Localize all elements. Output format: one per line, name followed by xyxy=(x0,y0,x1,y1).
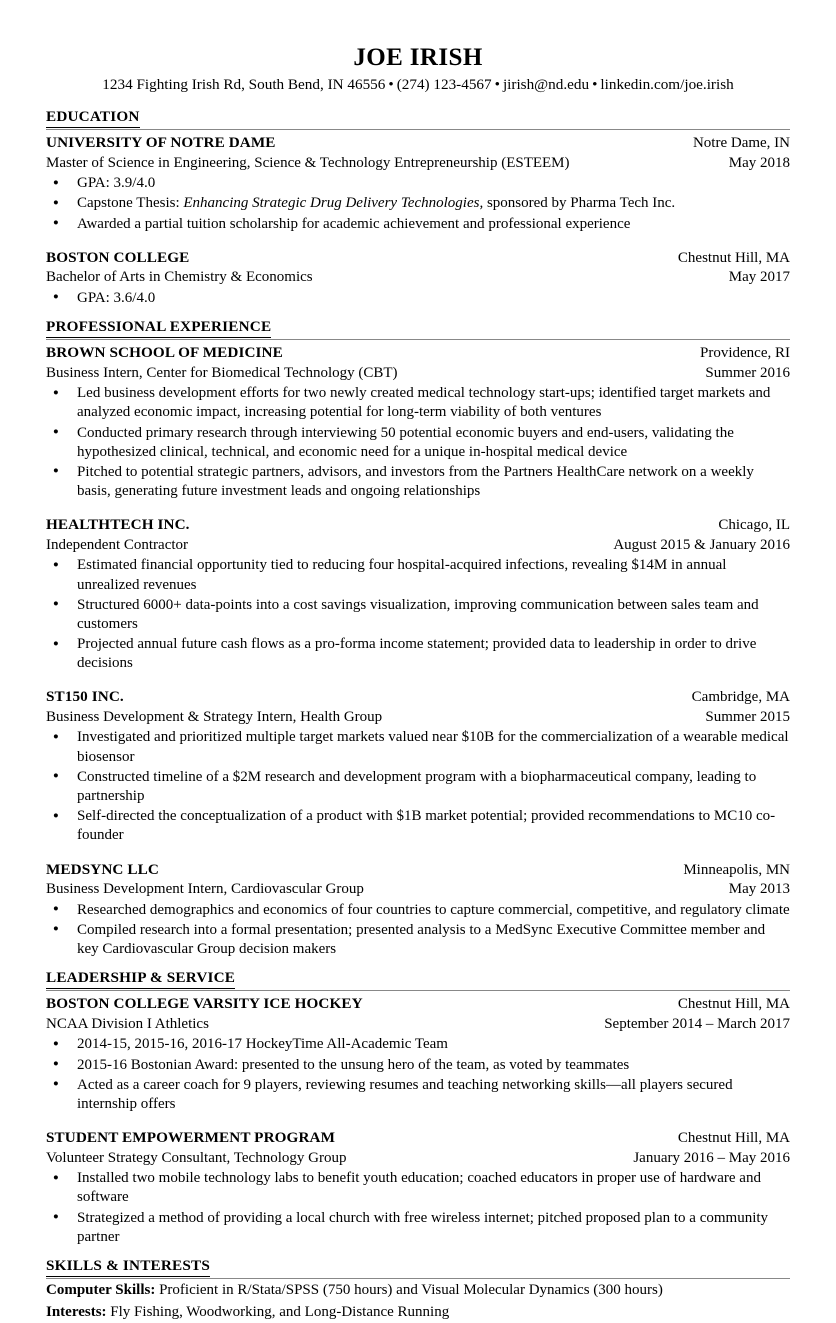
skills-lines xyxy=(46,1281,790,1323)
contact-linkedin[interactable]: linkedin.com/joe.irish xyxy=(600,76,734,93)
entry-organization: BROWN SCHOOL OF MEDICINE xyxy=(46,344,283,362)
resume-entry xyxy=(46,1128,790,1247)
bullet-item: ● Projected annual future cash flows as a pro-forma income statement; provided data to leadership in order to drive decisions xyxy=(47,635,790,673)
bullet-item: ● 2015-16 Bostonian Award: presented to the unsung hero of the team, as voted by teammates xyxy=(47,1056,790,1075)
entry-organization: BOSTON COLLEGE VARSITY ICE HOCKEY xyxy=(46,995,363,1013)
section-heading-leadership: LEADERSHIP & SERVICE xyxy=(46,969,790,991)
bullet-item: ● Strategized a method of providing a local church with free wireless internet; pitched proposed plan to a community partner xyxy=(47,1209,790,1247)
entry-org-row xyxy=(46,994,790,1015)
contact-separator-3: • xyxy=(592,76,598,93)
section-heading-experience: PROFESSIONAL EXPERIENCE xyxy=(46,318,790,340)
section-heading-skills: SKILLS & INTERESTS xyxy=(46,1257,790,1279)
entry-date: August 2015 & January 2016 xyxy=(613,536,790,553)
bullet-item: ● Estimated financial opportunity tied to reducing four hospital-acquired infections, revealing $14M in annual unrealized revenues xyxy=(47,556,790,594)
resume-entry xyxy=(46,860,790,960)
entry-org-row xyxy=(46,133,790,154)
entry-title-row xyxy=(46,364,790,384)
skills-line xyxy=(46,1281,790,1301)
section-heading-education: EDUCATION xyxy=(46,108,790,130)
entry-org-row xyxy=(46,860,790,881)
resume-header xyxy=(46,44,790,94)
entry-bullet-list xyxy=(46,1169,790,1247)
bullet-item: ● Investigated and prioritized multiple target markets valued near $10B for the commercialization of a wearable medical biosensor xyxy=(47,728,790,766)
resume-entry xyxy=(46,133,790,234)
bullet-text-tail: sponsored by Pharma Tech Inc. xyxy=(483,195,676,212)
entry-org-row xyxy=(46,1128,790,1149)
section-education xyxy=(46,108,790,308)
bullet-text: Capstone Thesis: xyxy=(77,195,184,212)
entry-location: Cambridge, MA xyxy=(691,689,790,706)
entry-date: September 2014 – March 2017 xyxy=(604,1015,790,1032)
entry-date: May 2017 xyxy=(728,269,790,286)
skills-value: Fly Fishing, Woodworking, and Long-Distance Running xyxy=(106,1303,450,1320)
section-leadership xyxy=(46,969,790,1247)
entry-organization: UNIVERSITY OF NOTRE DAME xyxy=(46,134,276,152)
experience-entries xyxy=(46,343,790,959)
entry-organization: ST150 INC. xyxy=(46,688,124,706)
entry-title-row xyxy=(46,536,790,556)
bullet-item: ● Structured 6000+ data-points into a cost savings visualization, improving communication between sales team and customers xyxy=(47,596,790,634)
entry-title: Bachelor of Arts in Chemistry & Economics xyxy=(46,269,313,286)
skills-label: Computer Skills: xyxy=(46,1282,156,1299)
entry-title: Volunteer Strategy Consultant, Technology Group xyxy=(46,1149,347,1166)
contact-phone: (274) 123-4567 xyxy=(396,76,492,93)
education-entries xyxy=(46,133,790,308)
entry-org-row xyxy=(46,248,790,269)
contact-separator-1: • xyxy=(388,76,394,93)
entry-org-row xyxy=(46,687,790,708)
entry-bullet-list xyxy=(46,556,790,673)
entry-org-row xyxy=(46,343,790,364)
entry-location: Notre Dame, IN xyxy=(692,135,790,152)
entry-bullet-list xyxy=(46,1035,790,1114)
section-experience xyxy=(46,318,790,959)
skills-value: Proficient in R/Stata/SPSS (750 hours) and Visual Molecular Dynamics (300 hours) xyxy=(155,1282,663,1299)
entry-bullet-list xyxy=(46,174,790,234)
bullet-item: ● Awarded a partial tuition scholarship for academic achievement and professional experience xyxy=(47,215,790,234)
resume-entry xyxy=(46,248,790,308)
bullet-item: ● GPA: 3.6/4.0 xyxy=(47,289,790,308)
entry-title: Master of Science in Engineering, Science & Technology Entrepreneurship (ESTEEM) xyxy=(46,154,570,171)
skills-line xyxy=(46,1303,790,1323)
bullet-item: ● Compiled research into a formal presentation; presented analysis to a MedSync Executive Committee member and key Cardiovascular Group decision makers xyxy=(47,921,790,959)
bullet-item: ● Self-directed the conceptualization of a product with $1B market potential; provided recommendations to MC10 co-founder xyxy=(47,807,790,845)
entry-date: January 2016 – May 2016 xyxy=(633,1149,790,1166)
bullet-item xyxy=(47,194,790,213)
entry-bullet-list xyxy=(46,384,790,501)
entry-title: Independent Contractor xyxy=(46,536,189,553)
entry-title-row xyxy=(46,1149,790,1169)
entry-title: Business Intern, Center for Biomedical Technology (CBT) xyxy=(46,364,398,381)
resume-entry xyxy=(46,515,790,673)
entry-organization: HEALTHTECH INC. xyxy=(46,516,190,534)
entry-location: Chestnut Hill, MA xyxy=(677,249,790,266)
entry-title-row xyxy=(46,708,790,728)
entry-date: May 2018 xyxy=(728,154,790,171)
entry-organization: MEDSYNC LLC xyxy=(46,860,159,878)
entry-location: Chestnut Hill, MA xyxy=(677,1130,790,1147)
contact-address: 1234 Fighting Irish Rd, South Bend, IN 46556 xyxy=(102,76,386,93)
entry-date: Summer 2015 xyxy=(705,708,790,725)
leadership-entries xyxy=(46,994,790,1247)
entry-org-row xyxy=(46,515,790,536)
entry-location: Chestnut Hill, MA xyxy=(677,996,790,1013)
entry-title-row xyxy=(46,154,790,174)
bullet-item: ● GPA: 3.9/4.0 xyxy=(47,174,790,193)
bullet-emphasis-text: Enhancing Strategic Drug Delivery Technologies, xyxy=(183,195,484,212)
bullet-item: ● Led business development efforts for two newly created medical technology start-ups; identified target markets and analyzed economic impact, increasing potential for long-term viability of both ventures xyxy=(47,384,790,422)
skills-label: Interests: xyxy=(46,1303,107,1320)
bullet-item: ● Researched demographics and economics of four countries to capture commercial, competitive, and regulatory climate xyxy=(47,901,790,920)
entry-location: Providence, RI xyxy=(700,345,790,362)
entry-organization: STUDENT EMPOWERMENT PROGRAM xyxy=(46,1129,336,1147)
entry-location: Chicago, IL xyxy=(718,517,790,534)
contact-separator-2: • xyxy=(494,76,500,93)
resume-entry xyxy=(46,343,790,501)
entry-title-row xyxy=(46,268,790,288)
entry-date: May 2013 xyxy=(728,881,790,898)
contact-email[interactable]: jirish@nd.edu xyxy=(502,76,590,93)
entry-date: Summer 2016 xyxy=(705,364,790,381)
bullet-item: ● 2014-15, 2015-16, 2016-17 HockeyTime All-Academic Team xyxy=(47,1035,790,1054)
section-skills xyxy=(46,1257,790,1323)
entry-title: NCAA Division I Athletics xyxy=(46,1015,209,1032)
bullet-item: ● Constructed timeline of a $2M research and development program with a biopharmaceutical company, leading to partnership xyxy=(47,768,790,806)
contact-line xyxy=(46,75,790,94)
entry-title-row xyxy=(46,880,790,900)
entry-organization: BOSTON COLLEGE xyxy=(46,248,190,266)
entry-bullet-list xyxy=(46,901,790,960)
entry-bullet-list xyxy=(46,728,790,845)
entry-title-row xyxy=(46,1015,790,1035)
page-title: JOE IRISH xyxy=(353,44,483,71)
entry-location: Minneapolis, MN xyxy=(683,861,790,878)
entry-title: Business Development & Strategy Intern, Health Group xyxy=(46,708,383,725)
resume-entry xyxy=(46,994,790,1114)
bullet-item: ● Pitched to potential strategic partners, advisors, and investors from the Partners HealthCare network on a weekly basis, generating future investment leads and ongoing relationships xyxy=(47,463,790,501)
bullet-item: ● Conducted primary research through interviewing 50 potential economic buyers and end-users, validating the hypothesized clinical, technical, and economic need for a unique in-hospital medical device xyxy=(47,424,790,462)
entry-title: Business Development Intern, Cardiovascular Group xyxy=(46,881,364,898)
resume-entry xyxy=(46,687,790,845)
bullet-item: ● Installed two mobile technology labs to benefit youth education; coached educators in proper use of hardware and software xyxy=(47,1169,790,1207)
entry-bullet-list xyxy=(46,289,790,308)
bullet-item: ● Acted as a career coach for 9 players, reviewing resumes and teaching networking skills—all players secured internship offers xyxy=(47,1076,790,1114)
